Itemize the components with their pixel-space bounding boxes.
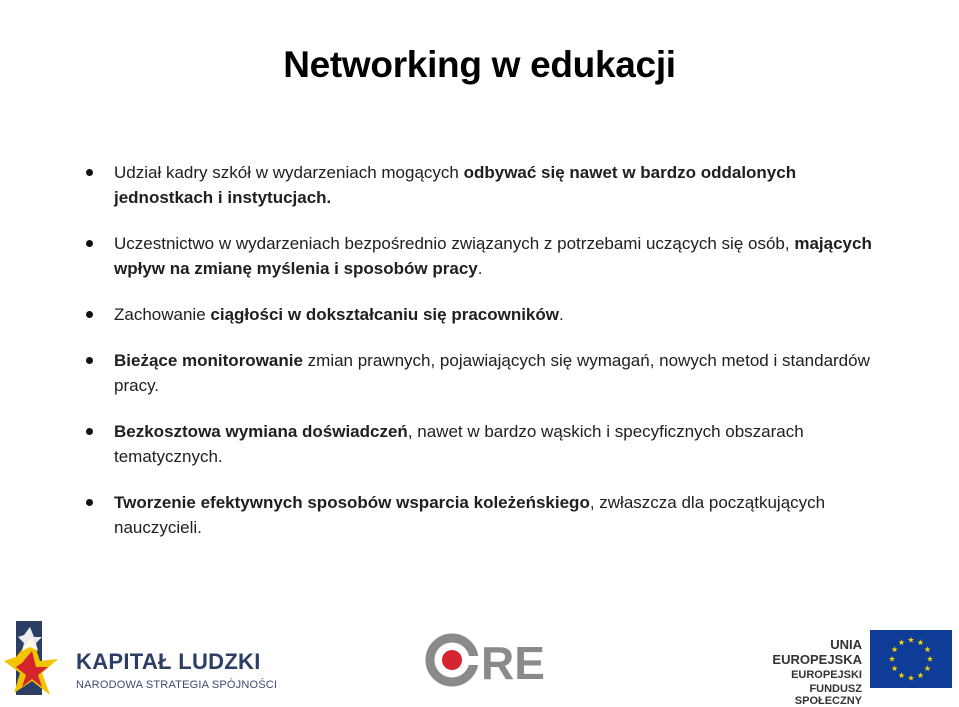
ore-logo-text: RE — [481, 637, 545, 688]
slide-title: Networking w edukacji — [283, 44, 676, 85]
bullet-text-bold: odbywać się nawet w bardzo oddalonych jednostkach i instytucjach. — [114, 163, 797, 207]
eu-line-1: UNIA EUROPEJSKA — [772, 637, 862, 667]
footer-logos — [0, 612, 959, 705]
kapital-ludzki-text — [76, 649, 277, 691]
bullet-dot-icon — [86, 499, 93, 506]
bullet-text-bold: Bieżące monitorowanie — [114, 351, 303, 370]
bullet-dot-icon — [86, 311, 93, 318]
bullet-list — [84, 160, 884, 540]
eu-line-3: FUNDUSZ SPOŁECZNY — [794, 683, 862, 707]
bullet-text-bold: Tworzenie efektywnych sposobów wsparcia koleżeńskiego — [114, 493, 590, 512]
bullet-dot-icon — [86, 428, 93, 435]
bullet-text: , zwłaszcza dla początkujących nauczycieli. — [114, 493, 826, 537]
bullet-text: Udział kadry szkół w wydarzeniach mogących — [114, 163, 464, 182]
kapital-ludzki-name: KAPITAŁ LUDZKI — [76, 649, 261, 674]
eu-line-2: EUROPEJSKI — [791, 669, 862, 681]
bullet-text-bold: mających wpływ na zmianę myślenia i sposobów pracy — [114, 234, 872, 278]
bullet-item — [84, 231, 884, 281]
bullet-dot-icon — [86, 169, 93, 176]
kapital-ludzki-star-icon — [2, 617, 64, 699]
eu-text — [752, 637, 862, 707]
bullet-dot-icon — [86, 357, 93, 364]
bullet-text: , nawet w bardzo wąskich i specyficznych obszarach tematycznych. — [114, 422, 804, 466]
bullet-text: zmian prawnych, pojawiających się wymagań, nowych metod i standardów pracy. — [114, 351, 870, 395]
kapital-ludzki-subtitle: NARODOWA STRATEGIA SPÓJNOŚCI — [76, 679, 278, 691]
bullet-item — [84, 490, 884, 540]
ore-logo — [425, 632, 555, 688]
bullet-text: . — [477, 259, 483, 278]
bullet-item — [84, 348, 884, 398]
bullet-text: . — [559, 305, 564, 324]
bullet-text: Uczestnictwo w wydarzeniach bezpośrednio związanych z potrzebami uczących się osób, — [114, 234, 795, 253]
bullet-item — [84, 419, 884, 469]
bullet-text: Zachowanie — [114, 305, 211, 324]
bullet-dot-icon — [86, 240, 93, 247]
eu-flag-icon — [870, 630, 952, 688]
bullet-text-bold: Bezkosztowa wymiana doświadczeń — [114, 422, 408, 441]
bullet-item — [84, 160, 884, 210]
bullet-item — [84, 302, 884, 327]
bullet-text-bold: ciągłości w dokształcaniu się pracowników — [210, 305, 559, 324]
